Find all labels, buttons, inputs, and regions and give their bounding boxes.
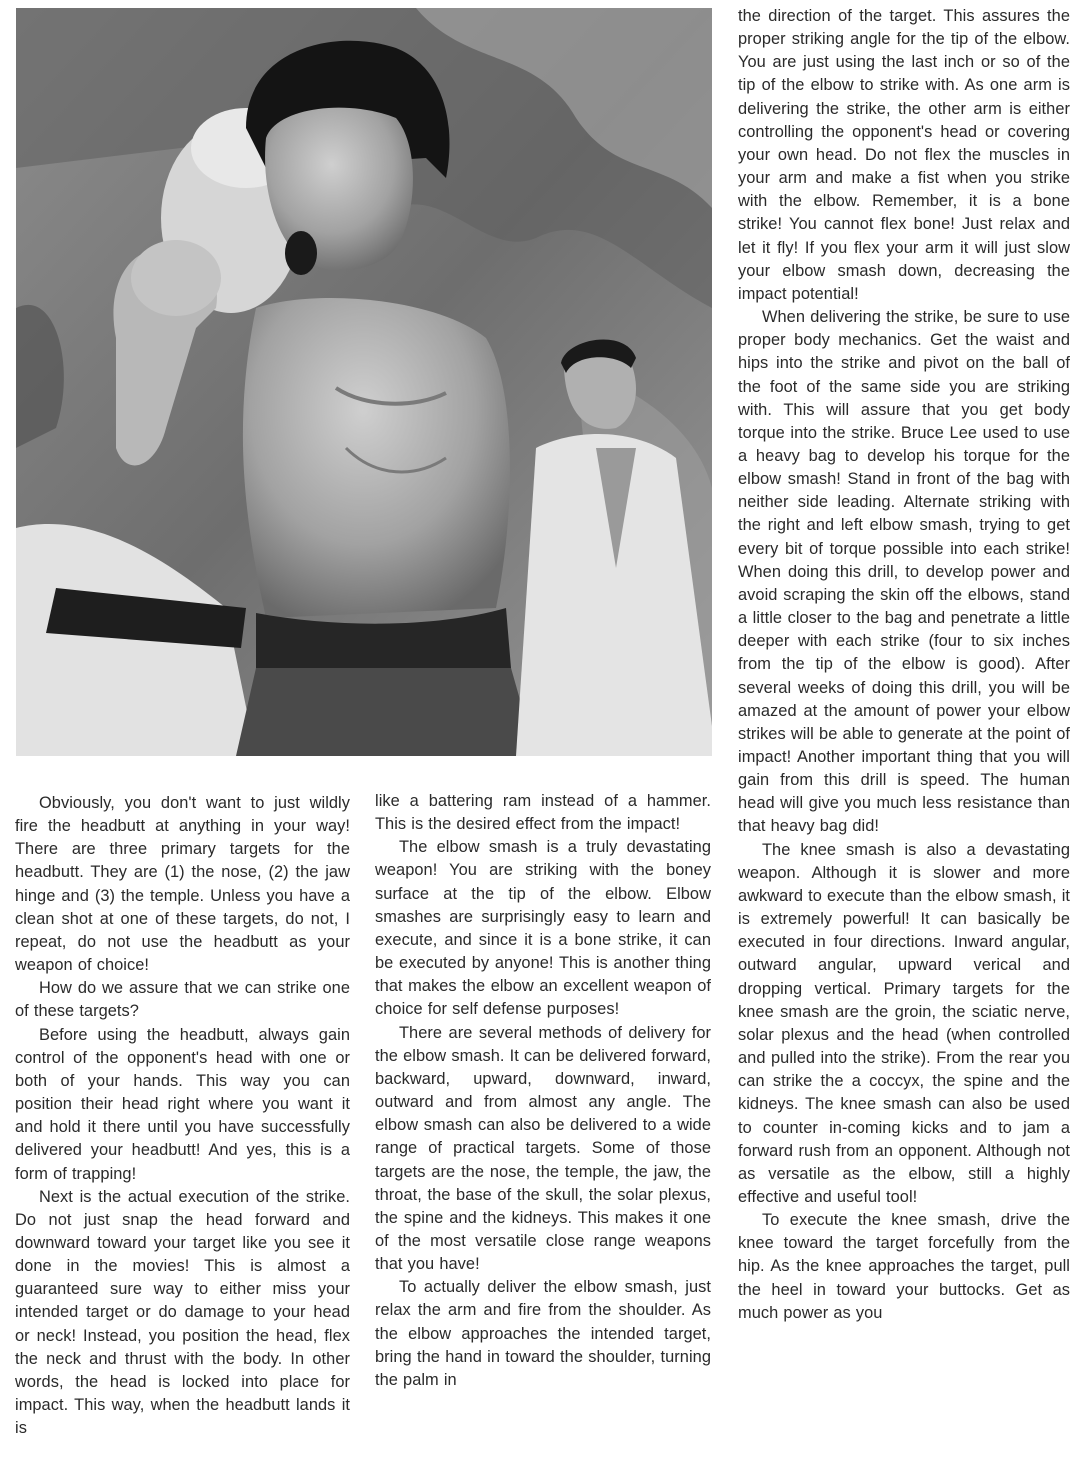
text-column-1 (15, 792, 350, 1440)
martial-arts-photo-icon (16, 8, 712, 756)
martial-arts-photo (16, 8, 712, 756)
text-column-3 (738, 5, 1070, 1325)
paragraph: When delivering the strike, be sure to use proper body mechanics. Get the waist and hips into the strike and pivot on the ball of the foot of the same side you are striking with. This will assure that you get body torque into the strike. Bruce Lee used to use a heavy bag to develop his torque for the elbow smash! Stand in front of the bag with neither side leading. Alternate striking with the right and left elbow smash, trying to get every bit of torque possible into each strike! When doing this drill, to develop power and avoid scraping the skin off the elbows, stand a little closer to the bag and penetrate a little deeper with each strike (four to six inches from the tip of the elbow is good). After several weeks of doing this drill, you will be amazed at the amount of power your elbow strikes will be able to generate at the point of impact! Another important thing that you will gain from this drill is speed. The human head will give you much less resistance than that heavy bag did! (738, 308, 1070, 836)
paragraph: like a battering ram instead of a hammer. This is the desired effect from the impact! (375, 792, 711, 834)
paragraph: How do we assure that we can strike one of these targets? (15, 979, 350, 1021)
paragraph: The knee smash is also a devastating weapon. Although it is slower and more awkward to execute than the elbow smash, it is extremely powerful! It can basically be executed in four directions. Inward angular, outward angular, upward verical and dropping vertical. Primary targets for the knee smash are the groin, the sciatic nerve, solar plexus and the head (when controlled and pulled into the strike). From the rear you can strike the a coccyx, the spine and the kidneys. The knee smash can also be used to counter in-coming kicks and to jam a forward rush from an opponent. Although not as versatile as the elbow, still a highly effective and useful tool! (738, 840, 1070, 1206)
paragraph: Obviously, you don't want to just wildly fire the headbutt at anything in your way! There are three primary targets for the headbutt. They are (1) the nose, (2) the jaw hinge and (3) the temple. Unless you have a clean shot at one of these targets, do not, I repeat, do not use the headbutt as your weapon of choice! (15, 794, 350, 975)
paragraph: Next is the actual execution of the strike. Do not just snap the head forward and downward toward your target like you see it done in the movies! This is almost a guaranteed sure way to either miss your intended target or do damage to your head or neck! Instead, you position the head, flex the neck and thrust with the body. In other words, the head is locked into place for impact. This way, when the headbutt lands it is (15, 1187, 350, 1438)
paragraph: There are several methods of delivery for the elbow smash. It can be delivered forward, backward, upward, downward, inward, outward and from almost any angle. The elbow smash can also be delivered to a wide range of practical targets. Some of those targets are the nose, the temple, the jaw, the throat, the base of the skull, the solar plexus, the spine and the kidneys. This makes it one of the most versatile close range weapons that you have! (375, 1023, 711, 1274)
paragraph: To execute the knee smash, drive the knee toward the target forcefully from the hip. As the knee approaches the target, pull the heel in toward your buttocks. Get as much power as you (738, 1211, 1070, 1322)
paragraph: the direction of the target. This assures the proper striking angle for the tip of the elbow. You are just using the last inch or so of the tip of the elbow to strike with. As one arm is delivering the strike, the other arm is either controlling the opponent's head or covering your own head. Do not flex the muscles in your arm and make a fist when you strike with the elbow. Remember, it is a bone strike! You cannot flex bone! Just relax and let it fly! If you flex your arm it will just slow your elbow smash down, decreasing the impact potential! (738, 7, 1070, 303)
text-column-2 (375, 790, 711, 1392)
paragraph: To actually deliver the elbow smash, just relax the arm and fire from the shoulder. As the elbow approaches the intended target, bring the hand in toward the shoulder, turning the palm in (375, 1278, 711, 1389)
paragraph: Before using the headbutt, always gain control of the opponent's head with one or both of your hands. This way you can position their head right where you want it and hold it there until you have successfully delivered your headbutt! And yes, this is a form of trapping! (15, 1025, 350, 1183)
paragraph: The elbow smash is a truly devastating weapon! You are striking with the boney surface at the tip of the elbow. Elbow smashes are surprisingly easy to learn and execute, and since it is a bone strike, it can be executed by anyone! This is another thing that makes the elbow an excellent weapon of choice for self defense purposes! (375, 838, 711, 1019)
